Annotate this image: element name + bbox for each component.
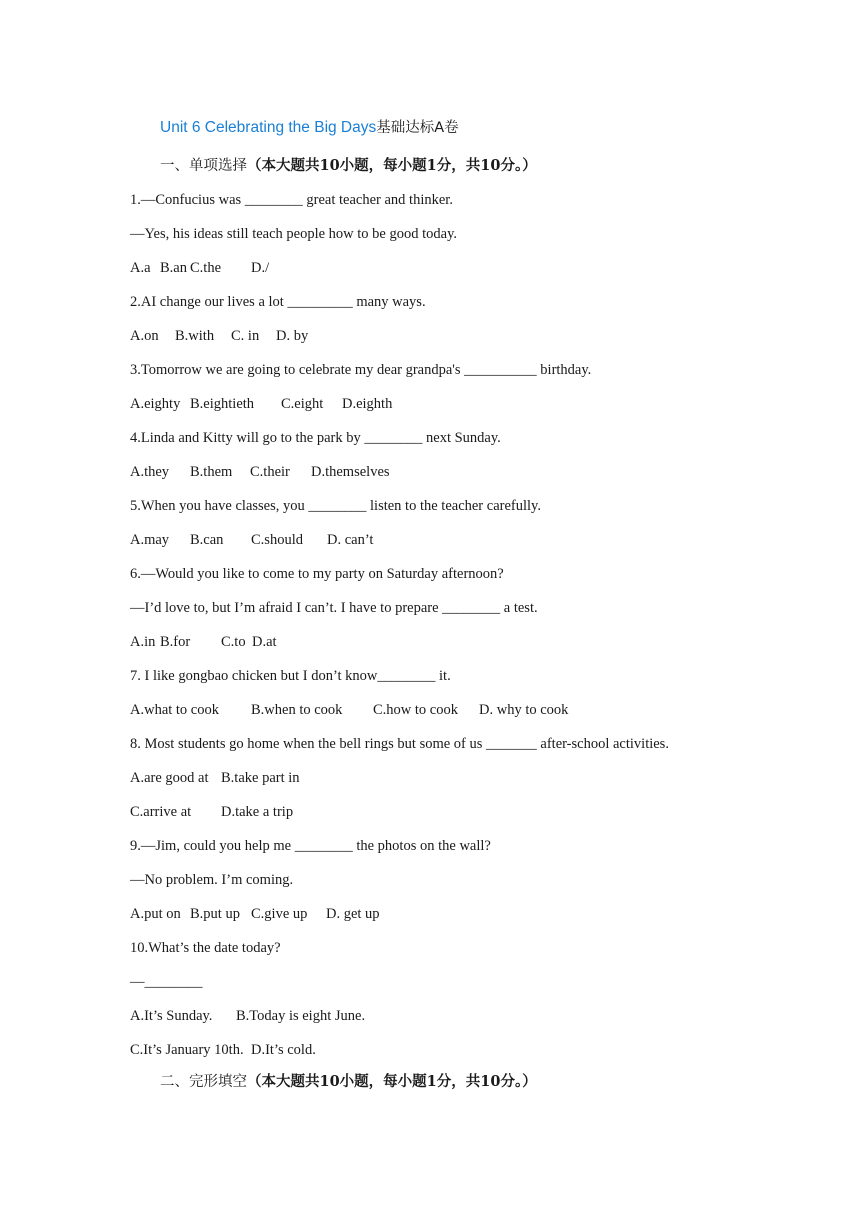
option-b: B.when to cook bbox=[251, 702, 343, 718]
option-a: A.a bbox=[130, 260, 151, 276]
question-1-reply: —Yes, his ideas still teach people how to be good today. bbox=[130, 226, 458, 242]
question-8-stem: 8. Most students go home when the bell rings but some of us _______ after-school activities. bbox=[130, 736, 669, 752]
option-a: A.put on bbox=[130, 906, 181, 922]
option-c: C.eight bbox=[281, 396, 324, 412]
option-a: A.It’s Sunday. bbox=[130, 1008, 213, 1024]
question-2-stem: 2.AI change our lives a lot _________ many ways. bbox=[130, 294, 426, 310]
option-c: C.It’s January 10th. bbox=[130, 1042, 244, 1058]
question-5-options bbox=[130, 530, 373, 550]
option-c: C.the bbox=[190, 260, 222, 276]
question-3-options bbox=[130, 394, 392, 414]
question-8-options-ab bbox=[130, 768, 300, 788]
question-4-stem: 4.Linda and Kitty will go to the park by ________ next Sunday. bbox=[130, 430, 501, 446]
option-b: B.with bbox=[175, 328, 215, 344]
question-10-options-cd bbox=[130, 1040, 316, 1060]
option-c: C.how to cook bbox=[373, 702, 458, 718]
title-english: Unit 6 Celebrating the Big Days bbox=[160, 119, 377, 136]
option-b: B.can bbox=[190, 532, 224, 548]
question-1-stem: 1.—Confucius was ________ great teacher and thinker. bbox=[130, 192, 453, 208]
question-7-stem: 7. I like gongbao chicken but I don’t know________ it. bbox=[130, 668, 451, 684]
section1-note: （本大题共10小题，每小题1分，共10分。） bbox=[247, 157, 537, 174]
question-10-options-ab bbox=[130, 1006, 365, 1026]
question-9-options bbox=[130, 904, 380, 924]
option-b: B.Today is eight June. bbox=[236, 1008, 366, 1024]
option-c: C.to bbox=[221, 634, 246, 650]
title-chinese: 基础达标A卷 bbox=[376, 120, 459, 136]
option-a: A.eighty bbox=[130, 396, 181, 412]
question-10-reply: —________ bbox=[130, 974, 203, 990]
option-b: B.them bbox=[190, 464, 233, 480]
option-a: A.on bbox=[130, 328, 159, 344]
question-10-stem: 10.What’s the date today? bbox=[130, 940, 281, 956]
option-a: A.are good at bbox=[130, 770, 209, 786]
question-2-options bbox=[130, 326, 308, 346]
option-d: D.eighth bbox=[342, 396, 393, 412]
option-d: D. can’t bbox=[327, 532, 374, 548]
option-d: D. why to cook bbox=[479, 702, 569, 718]
question-4-options bbox=[130, 462, 390, 482]
option-b: B.put up bbox=[190, 906, 240, 922]
option-d: D.themselves bbox=[311, 464, 390, 480]
option-a: A.in bbox=[130, 634, 156, 650]
document-title bbox=[160, 118, 459, 138]
section-heading-2 bbox=[160, 1072, 537, 1092]
question-3-stem: 3.Tomorrow we are going to celebrate my dear grandpa's __________ birthday. bbox=[130, 362, 592, 378]
question-6-stem: 6.—Would you like to come to my party on Saturday afternoon? bbox=[130, 566, 504, 582]
option-c: C.should bbox=[251, 532, 303, 548]
section1-heading: 一、单项选择 bbox=[160, 158, 247, 174]
option-b: B.eightieth bbox=[190, 396, 255, 412]
option-d: D.at bbox=[252, 634, 277, 650]
option-d: D.It’s cold. bbox=[251, 1042, 316, 1058]
option-a: A.may bbox=[130, 532, 170, 548]
question-1-options bbox=[130, 258, 269, 278]
option-c: C. in bbox=[231, 328, 260, 344]
question-7-options bbox=[130, 700, 568, 720]
option-d: D.take a trip bbox=[221, 804, 294, 820]
option-b: B.take part in bbox=[221, 770, 300, 786]
option-c: C.give up bbox=[251, 906, 308, 922]
option-d: D. get up bbox=[326, 906, 380, 922]
option-b: B.for bbox=[160, 634, 191, 650]
question-9-reply: —No problem. I’m coming. bbox=[130, 872, 294, 888]
question-6-options bbox=[130, 632, 277, 652]
question-8-options-cd bbox=[130, 802, 293, 822]
option-b: B.an bbox=[160, 260, 187, 276]
question-5-stem: 5.When you have classes, you ________ listen to the teacher carefully. bbox=[130, 498, 541, 514]
section-heading-1 bbox=[160, 156, 537, 176]
question-6-reply: —I’d love to, but I’m afraid I can’t. I have to prepare ________ a test. bbox=[130, 600, 538, 616]
option-a: A.they bbox=[130, 464, 170, 480]
option-d: D./ bbox=[251, 260, 270, 276]
option-d: D. by bbox=[276, 328, 309, 344]
option-a: A.what to cook bbox=[130, 702, 219, 718]
question-9-stem: 9.—Jim, could you help me ________ the photos on the wall? bbox=[130, 838, 491, 854]
option-c: C.arrive at bbox=[130, 804, 192, 820]
option-c: C.their bbox=[250, 464, 290, 480]
section2-heading: 二、完形填空 bbox=[160, 1074, 247, 1090]
section2-note: （本大题共10小题，每小题1分，共10分。） bbox=[247, 1073, 537, 1090]
